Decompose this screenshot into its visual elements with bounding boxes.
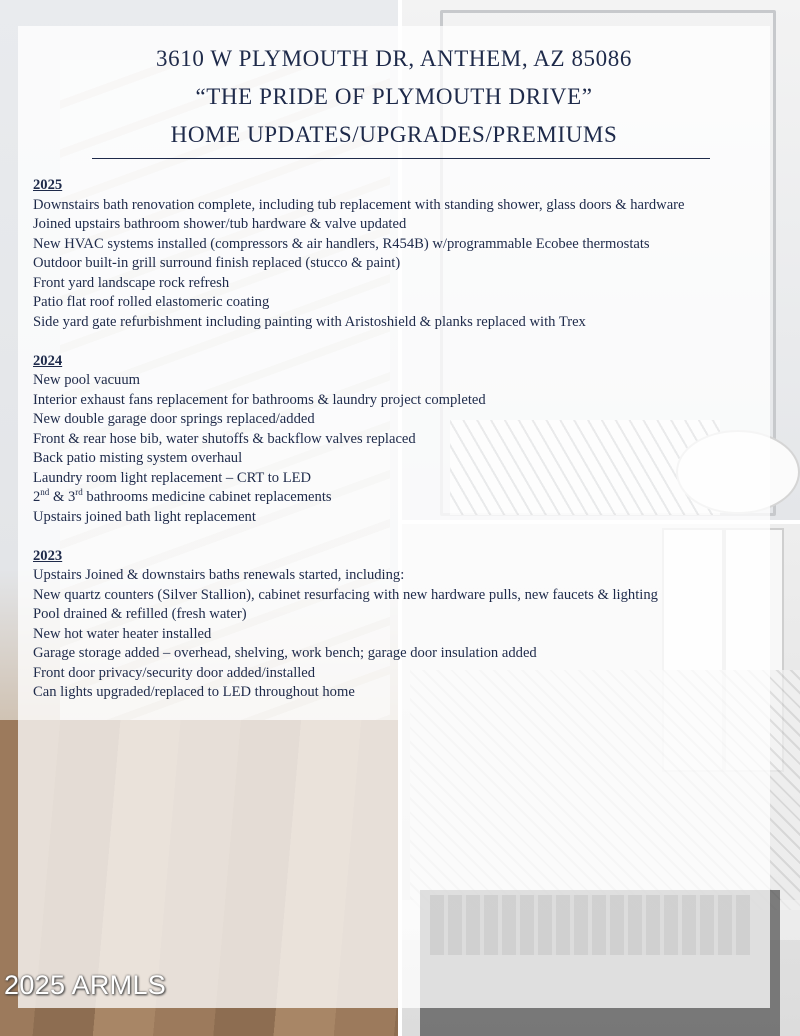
page-title: HOME UPDATES/UPGRADES/PREMIUMS — [170, 122, 618, 147]
list-item: New pool vacuum — [33, 372, 140, 388]
section-2024 — [33, 352, 753, 528]
copyright-watermark: 2025 ARMLS — [4, 970, 167, 1000]
header-divider — [92, 158, 710, 159]
section-2025 — [33, 176, 753, 332]
list-item: Pool drained & refilled (fresh water) — [33, 606, 247, 622]
year-heading: 2023 — [33, 547, 63, 564]
address-line: 3610 W PLYMOUTH DR, ANTHEM, AZ 85086 — [156, 46, 632, 71]
list-item: Interior exhaust fans replacement for bathrooms & laundry project completed — [33, 391, 486, 408]
section-2023 — [33, 547, 753, 703]
list-item: Garage storage added – overhead, shelving, work bench; garage door insulation added — [33, 645, 537, 661]
list-item: Front door privacy/security door added/installed — [33, 664, 316, 681]
list-item: Can lights upgraded/replaced to LED throughout home — [33, 684, 355, 700]
list-item: Upstairs joined bath light replacement — [33, 508, 256, 525]
list-item: Back patio misting system overhaul — [33, 450, 243, 466]
list-item: New quartz counters (Silver Stallion), cabinet resurfacing with new hardware pulls, new faucets & lighting — [33, 586, 658, 603]
list-item: Patio flat roof rolled elastomeric coating — [33, 294, 270, 310]
list-item: Outdoor built-in grill surround finish replaced (stucco & paint) — [33, 255, 401, 271]
list-item: New HVAC systems installed (compressors & air handlers, R454B) w/programmable Ecobee thermostats — [33, 235, 650, 252]
list-item: Side yard gate refurbishment including painting with Aristoshield & planks replaced with Trex — [33, 313, 586, 330]
page-header — [18, 40, 770, 154]
updates-list — [33, 176, 753, 722]
list-item: Upstairs Joined & downstairs baths renewals started, including: — [33, 567, 405, 583]
list-item: Front yard landscape rock refresh — [33, 274, 230, 291]
list-item: Laundry room light replacement – CRT to LED — [33, 469, 312, 486]
year-heading: 2024 — [33, 352, 63, 369]
list-item: Joined upstairs bathroom shower/tub hardware & valve updated — [33, 216, 407, 232]
list-item: Downstairs bath renovation complete, including tub replacement with standing shower, glass doors & hardware — [33, 196, 685, 213]
list-item: New double garage door springs replaced/added — [33, 411, 315, 427]
list-item-medicine-cabinets: 2nd & 3rd bathrooms medicine cabinet replacements — [33, 487, 332, 505]
year-heading: 2025 — [33, 177, 63, 193]
list-item: Front & rear hose bib, water shutoffs & backflow valves replaced — [33, 430, 416, 447]
tagline: “THE PRIDE OF PLYMOUTH DRIVE” — [195, 84, 593, 109]
list-item: New hot water heater installed — [33, 625, 212, 642]
